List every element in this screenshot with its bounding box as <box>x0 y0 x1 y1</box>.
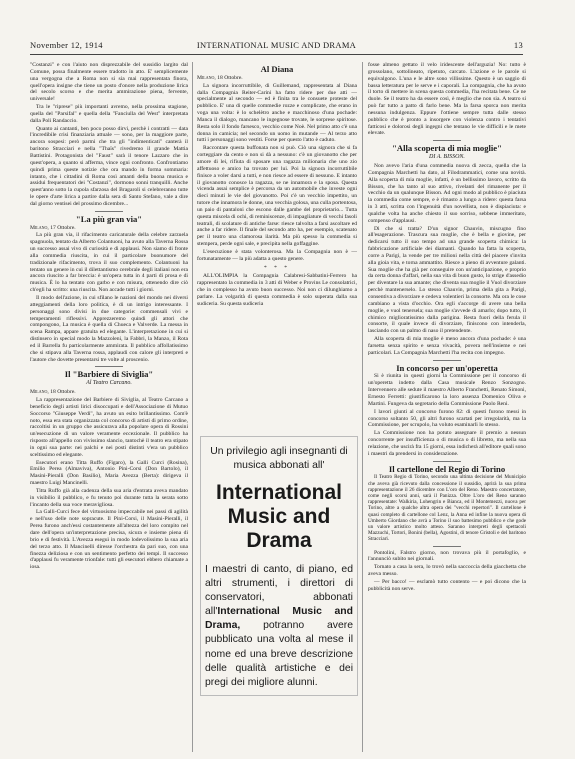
paragraph: La rappresentazione del Barbiere di Siviglia, al Teatro Carcano a beneficio degli artisti lirici disoccupati e dell'Associazione di Mutuo Soccorso "Giuseppe Verdi", ha avuto un esito brillantissimo. Com'è noto, essa era stata organizzata col concorso di artisti di primo ordine, raccoltisi in un gruppo che assicurava alla popolare opera di Rossini un'esecuzione di un valore veramente eccezionale. Il pubblico ha risposto all'appello con vivissimo slancio, tantochè il teatro era stipato in ogni sua parte: nei palchi e nei posti distinti v'era un pubblico sceltissimo ed elegante. <box>30 396 188 458</box>
heading-barbiere: Il "Barbiere di Siviglia" <box>64 369 154 380</box>
issue-date: November 12, 1914 <box>30 40 103 50</box>
paragraph: La signora incorruttibile, di Guillemand, rappresentata al Diana dalla Compagnia Reiter-Carini ha fatto ridere per due atti — specialmente al secondo — ed è finita tra le consuete proteste del pubblico. E' una di quelle commedie rozze e complicate, che erano in voga una volta: è lo schelètro anche e macchinoso d'una pochade: Manca il dialogo, mancano le ingegnose trovate, le sorprese spiritose. Resta solo il fondo farsesco, vecchio come Noè. Nel primo atto c'è una donna in camicia; nel secondo un uomo in mutande — Al terzo atto tutti i personaggi sono vestiti. Forse per questo l'atto è caduto. <box>197 82 357 144</box>
ad-body <box>203 563 355 690</box>
dateline-date: , 17 Ottobre. <box>47 224 76 231</box>
heading-scoperta: "Alla scoperta di mia moglie" <box>392 143 502 154</box>
column-middle <box>197 62 357 432</box>
paragraph: Il Teatro Regio di Torino, secondo una ultima decisione del Municipio che aveva già ricevuto dalla concessione il sussidio, aprirà la sua prima rappresentazione il 26 dicembre con L'oro del Reno. Maestro concertatore, come negli scorsi anni, sarà il Panizza. Oltre L'oro del Reno saranno rappresentate: Walkiria, Lohengrin e Bianca, ed il Montemezzi, nuova per Torino, altre a qualche altra opera dei "vecchi repertori". Il cartellone è quasi completo di cartellone col Lenz, la Anna ed infine la nuova opera di Umberto Giordano che avrà a Torino il suo battesimo pubblico e che gode un valore artistico molto atteso. Saranno interpreti degli spettacoli Mazzuchi, Tortori, Bonini (bella), Agostini, di tenore Gristoli e del baritono Stracciari. <box>368 474 526 543</box>
heading-diana: Al Diana <box>260 64 294 74</box>
subheading-carcano: Al Teatro Carcano. <box>86 380 132 387</box>
separator <box>433 140 461 141</box>
separator <box>95 366 123 367</box>
separator <box>433 461 461 462</box>
dateline-place: Milano <box>197 74 215 81</box>
separator <box>95 211 123 212</box>
column-right <box>368 62 526 752</box>
subscription-advertisement <box>200 436 358 696</box>
paragraph: Si è riunita in questi giorni la Commissione per il concorso di un'operetta indetto dalla Casa musicale Renzo Sonzogno. Intervennero alle sedute il maestro Alberto Franchetti, Renato Simoni, Ernesto Ferretti: giustificarono la loro assenza Domenico Oliva e Martini. Fungeva da segretario della Commissione Paolo Reni. <box>368 373 526 407</box>
paragraph: Raccontare questa buffonata non si può. Ciò una signora che si fa corteggiare da cento e non si dà a nessuno: c'è un giovanotto che per amore di lei, rifiuta di sposare una ragazza milionaria che uno zio affettuoso e amico ha trovato per lui. Poi la signora incorruttibile finisce a voler darsi a tutti, e non riesce ad essere di nessuno. E intanto il giovanotto conosce la ragazza, se ne innamora e la sposa. Questa vicenda assai semplice è percorsa da un automobile che investe ogni dieci minuti le vie del giovanotto. Poi c'è un vecchio impettito, un tutore che innamora le donne, una vecchia golosa, una culla portentosa, un paio di pantaloni che escono dalle gambe del proprietario... Tutta questa miscela di ochi, di reminiscenze, di impagliature di vecchi fasoli teatrali, di scolature di antiche farse: riesce talvolta a farsi ascoltare ed anche a far ridere. Il finale del secondo atto ha, per esempio, scatenato per il teatro una clamorosa ilarità. Ma più spesso la commedia si stempera, perde ogni sale, e precipita nella goffaggine. <box>197 145 357 248</box>
paragraph: La Galli-Curci fece del virtuosismo impeccabile nei passi di agilità e nell'uso delle note sopracute. Il Pini-Corsi, il Masini-Pieralli, il Perea furono anch'essi costantemente all'altezza del loro compito nel dare dell'opera un'interpretazione precisa, sicura e insieme piena di brio e di festività. L'Avezza eseguì in modo lodevolissimo la sua aria del terzo atto. Il Mancinelli diresse l'orchestra da pari suo, con una finezza deliziosa e con un sentimento perfetto dei tempi. Il successo d'applausi fu veramente trionfale: tutti gli esecutori ebbero chiamate a iosa. <box>30 509 188 571</box>
paragraph: L'esecuzione è stata volonterosa. Ma la Compagnia non è — fortunatamente — la più adatta a questo genere. <box>197 248 357 262</box>
column-divider-1 <box>192 62 193 752</box>
paragraph: La Commissione non ha potuto assegnare il premio a nessun concorrente per insufficienza o di musica o di libretto, ma nella sua relazione, che uscirà fra 15 giorni, essa indicherà all'editore quali sono i maestri da prendersi in considerazione. <box>368 430 526 457</box>
paragraph: Il modo dell'azione, in cui sfilano le nazioni del mondo nei diversi atteggiamenti della loro politica, è di un intrigo interessante. I personaggi sono divisi in due categorie: commensali vivi e temperamenti riflessivi. Apprezzeremo quindi gli attori che compongono, La musica è quella di Chueca e Valverde. La messa in scena Rampa, appare gratuita ed elegante. L'interpretazione in cui si distinsero in special modo la Mazzoleni, la Fabbri, la Manzo, il Rota ed il Barrella fu particolarmente ammirata. Il pubblico affollatissimo che si stipava alla Taverna rossa, applaudì con calore gli interpreti e l'autore che dovette presentarsi tre volte al proscenio. <box>30 295 188 363</box>
subheading-author: DI A. BISSON. <box>429 154 465 161</box>
ad-title-line1: International <box>215 481 342 504</box>
dateline <box>30 225 188 232</box>
paragraph: La più gran via, il rifacimento caricaturale della celebre zarzuela spagnuola, tentato da Alberto Colantuoni, ha avuto alla Taverna Rossa un successo assai vivo di curiosità e di applausi. Non siamo di fronte alla commedia riuscita, in cui il particolare buonumore del tradizionale rifacimento, trova il suo complemento. Colantuoni ha tentato un genere in cui il dilettantismo cerebrale degli italiani non era ancora riuscito a far breccia: è un'opera tutta in 4 parti di prosa e di musica. È lo ha tentato con garbo e con misura, ottenendo dire ciò ch'egli ha scritto: una riuscita. Non accade tutti i giorni. <box>30 232 188 294</box>
dateline <box>197 75 357 82</box>
paragraph: Alla scoperta di mia moglie è meno ancora d'una pochade: è una farsetta senza spirito e senza vivacità, povera nell'insieme e nei particolari. La Compagnia Marchetti l'ha recita con impegno. <box>368 336 526 356</box>
paragraph: Pontolini, Falstro giorno, non trovava più il portafoglio, e l'annunciò subito nei giornali. <box>368 549 526 563</box>
column-left <box>30 62 188 752</box>
paragraph: Tornato a casa la sera, lo trovò nella saccoccia della giacchetta che aveva messo. <box>368 564 526 578</box>
separator <box>433 546 461 547</box>
article-continuation: fosse almeno gettato il velo iridescente dell'arguzia! No: tutto è grossolano, sottolineato, ripetuto, carcato. L'azione e le parole si equivalgono. L'una e le altre sono villissime. Questo è un saggio di bassa letteratura per le serve e i caporali. La compagnia, che ha avuto il torto di mettere in scena questa commedia, l'ha recitata bene. Ce ne duole. Se il teatro ha da essere così, è meglio che non sia. A teatro si può far tutto a patto di farlo bene. Ma la farsa sporca non merita nessuna indulgenza. Eppure l'ottiene sempre tutta dalle stesso pubblico che è pronto a insorgere con violenza contro i tentativi fatticosi e dolorosi degli ingegni che tentano le vie difficili e le mete elevate. <box>368 62 526 137</box>
paragraph: Quanto ai cantanti, ben poco posso dirvi, perchè i contratti — data l'incredibile crisi finanziaria attuale — sono, per la maggiore parte, ancora sospesi: però parmi che tra gli "indimenticati" canterà il baritono Stracciari e nella "Thaïs" rivedremo il grande Mattia Battistini. Protagonista del "Faust" sarà il tenore Lazzaro che in quest'opera, a quanto si afferma, vince ogni confronto. Confrontiamo quindi prima queste notizie che ora mando in forma sommaria: intanto, che i cittadini di Roma così amanti della buona musica e assidui frequentatori dei "Costanzi", dormono sonni tranquilli. Anche quest'anno sotto la cupola sfarzosa del Bragaroli si celebreranno tutte le opere d'arte lirica a partire dalla sera di Santo Stefano, vale a dire dal giorno ventisei del prossimo dicembre... <box>30 125 188 207</box>
dateline-place: Milano <box>30 224 48 231</box>
header-rule <box>30 54 523 55</box>
paragraph: Titta Ruffo già alla cadenza della sua aria d'entrata aveva mandato in visibilio il pubblico, e fu tenuto poi durante tutta la serata sotto l'incanto della sua voce meravigliosa. <box>30 487 188 508</box>
ad-body-pre: I maestri di canto, di piano, ed altri strumenti, i direttori di conservatori, abbonati all' <box>205 564 353 618</box>
dateline-place: Milano <box>30 389 48 396</box>
paragraph: Non avevo l'aria d'una commedia nuova di zecca, quella che la Compagnia Marchetti ha dato, al Filodrammatici, come una novità. Alla scoperta di mia moglie, infatti, è un bellissimo lavoro, scritto da Bisson, che ha tanto al suo attivo, rivelanti del rimanente per il vecchio da un qualunque Bisson. Ad ogni modo al pubblico è piaciuta la commedia come sempre, e è rimasto a lungo a ridere: questa farsa in 3 atti, scritta con l'ingenuità d'un novellista, non è dispiaciuta: e qualche volta ha anche chiesto il suo sorriso, sebbene immeritato, compenso d'applausi. <box>368 162 526 224</box>
separator <box>433 360 461 361</box>
paragraph: I lavori giunti al concorso furono 82: di questi furono messi in concorso soltanto 50, gli altri furono scartati per irregolarità, ma la Commissione, per scrupolo, ha voluto esaminarli lo stesso. <box>368 408 526 429</box>
paragraph: Esecutori erano Titta Ruffo (Figaro), la Galli Curci (Rosina), Emilio Perea (Almaviva), Antonio Pini-Corsi (Don Bartolo), il Masini-Pieralli (Don Basilio), Maria Avezza (Berta): dirigeva il maestro Luigi Mancinelli. <box>30 459 188 487</box>
ad-body-post: potranno avere pubblicato una volta al mese il nome ed una breve descrizione delle qualità artistiche e dei pregi dei migliore alunni. <box>205 620 353 688</box>
ad-body-bold: International Music and Drama, <box>205 606 353 632</box>
paragraph: ALL'OLIMPIA la Compagnia Calabresi-Sabbatini-Ferrero ha rappresentato la commedia in 3 atti di Weber e Provins Le consolatrici, che in complesso ha avuto buon successo. Noi non ci dilunghiamo a parlare. La volgarità di questa commedia è solo superata dalla sua sudiceria. Su questa sudiceria <box>197 273 357 307</box>
dateline-date: , 18 Ottobre. <box>214 74 243 81</box>
ad-title <box>203 481 355 553</box>
column-divider-2 <box>362 62 363 752</box>
dateline <box>30 389 188 396</box>
dateline-date: , 18 Ottobre. <box>47 389 76 396</box>
section-stars: * * * <box>264 264 290 271</box>
running-header <box>30 40 523 54</box>
magazine-title: INTERNATIONAL MUSIC AND DRAMA <box>196 40 357 50</box>
page-number: 13 <box>513 40 523 50</box>
ad-intro: Un privilegio agli insegnanti di musica abbonati all' <box>210 446 348 471</box>
heading-gran-via: "La più gran via" <box>75 213 143 224</box>
paragraph: Tra le "riprese" più importanti avremo, nella prossima stagione, quella del "Parsifal" e quella della "Fanciulla del West" interpretata dalla Poli Randaccio. <box>30 104 188 124</box>
ad-title-line2: Music and Drama <box>227 505 331 552</box>
article-continuation: "Costanzi" e con l'aiuto non disprezzabile del sussidio largito dal Comune, possa finalmente essere tradotto in atto. E' semplicemente una vergogna che a Roma non si sia mai rappresentata finora, quell'opera insigne che tiene un posto d'onore nella produzione lirica del secolo scorso e che merita ammirazione piena, fervente, universale! <box>30 62 188 103</box>
paragraph: — Per bacco! — esclamò tutto contento — e poi dicono che la pubblicità non serve. <box>368 579 526 592</box>
heading-cartellone: Il cartellone del Regio di Torino <box>388 463 506 474</box>
heading-concorso: In concorso per un'operetta <box>396 362 498 373</box>
paragraph: Di che si tratta? D'un signor Chauvin, miscugno fino all'esagerazione. Trascura sua moglie, che è bella e giovine, per dedicarsi tutto il suo tempo ad una grande scoperta chimica: la fabbricazione artificiale dei diamanti. Quando ha fatta la scoperta, corre a Parigi, la vende per tre milioni nella città del piacere s'invita alla gioia vita, e torna ammattito. Riesce a pieno di avventure galanti. Sua moglie che ha già per conseguire con un'anticipazione, e proprio da certa donna d'affari, nella sua vita di buon gusto, lo strige d'assedio per diventare la sua amante; che diventa sua moglie il Vuol divorziare perchè mantenerselo. Lo stesso Chauvin, prima della gita a Parigi, consentiva a divorziare e cedeva volentieri la consorte. Ma ora le cose cambiano a vista d'occhio. Ora egli s'accorge di avere una bella moglie, e vuol tenersela; sua moglie s'avvede di amarlo; dopo tutto, il chimico miglioratissimo dalla parigina. Resta fuori della ferula il consorte, il quale invece di divorziare, finiscono con intenderla, lasciando con un palmo di naso il pretendente. <box>368 225 526 335</box>
